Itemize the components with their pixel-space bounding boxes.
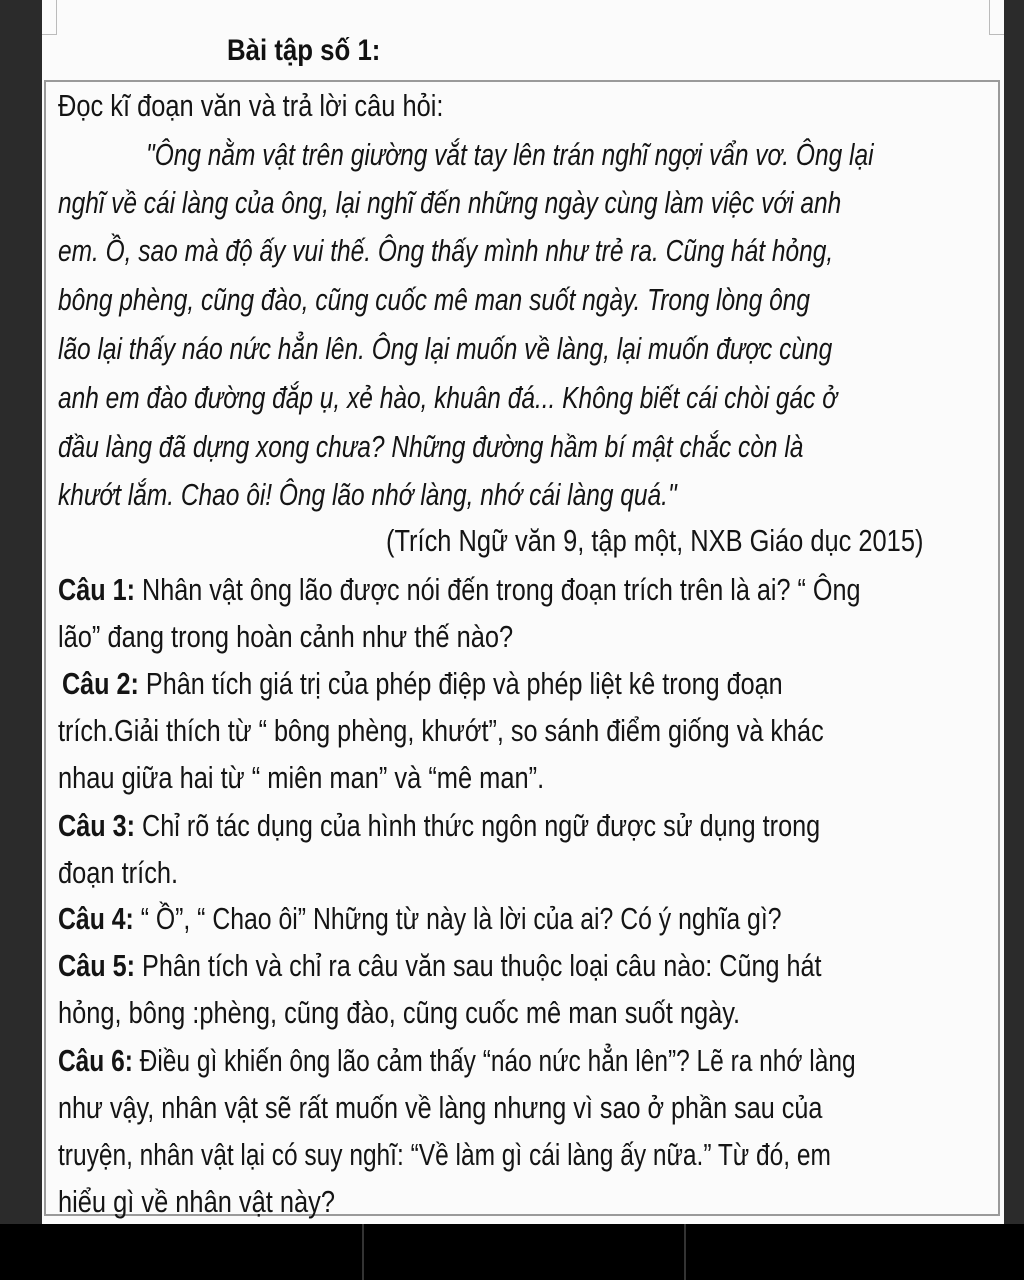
bar-divider: [684, 1224, 686, 1280]
question-4: [58, 901, 782, 937]
exercise-box: [44, 80, 1000, 1219]
question-6-continued: truyện, nhân vật lại có suy nghĩ: “Về làm gì cái làng ấy nữa.” Từ đó, em: [58, 1137, 831, 1172]
question-label: Câu 2:: [62, 666, 139, 701]
question-label: Câu 1:: [58, 572, 136, 607]
instruction-text: Đọc kĩ đoạn văn và trả lời câu hỏi:: [58, 88, 444, 123]
bar-divider: [362, 1224, 364, 1280]
question-2-continued: nhau giữa hai từ “ miên man” và “mê man”.: [58, 760, 545, 795]
question-6: [58, 1043, 856, 1079]
passage-line: em. Ồ, sao mà độ ấy vui thế. Ông thấy mình như trẻ ra. Cũng hát hỏng,: [58, 233, 834, 268]
question-1-continued: lão” đang trong hoàn cảnh như thế nào?: [58, 619, 514, 654]
question-text: Phân tích giá trị của phép điệp và phép liệt kê trong đoạn: [138, 666, 783, 701]
question-3-continued: đoạn trích.: [58, 855, 179, 890]
question-5-continued: hỏng, bông :phèng, cũng đào, cũng cuốc mê man suốt ngày.: [58, 995, 741, 1030]
passage-line: anh em đào đường đắp ụ, xẻ hào, khuân đá... Không biết cái chòi gác ở: [58, 380, 838, 415]
exercise-title: Bài tập số 1:: [227, 34, 381, 67]
margin-corner-mark-left: [42, 0, 57, 35]
passage-line: nghĩ về cái làng của ông, lại nghĩ đến những ngày cùng làm việc với anh: [58, 185, 842, 220]
question-label: Câu 3:: [58, 808, 136, 843]
question-1: [58, 572, 861, 608]
bottom-black-bar: [0, 1224, 1024, 1280]
question-text: Nhân vật ông lão được nói đến trong đoạn trích trên là ai? “ Ông: [135, 572, 861, 607]
question-6-continued: hiểu gì về nhân vật này?: [58, 1184, 336, 1219]
question-6-continued: như vậy, nhân vật sẽ rất muốn về làng nhưng vì sao ở phần sau của: [58, 1090, 823, 1125]
question-text: “ Ồ”, “ Chao ôi” Những từ này là lời của ai? Có ý nghĩa gì?: [133, 901, 782, 936]
passage-line: bông phèng, cũng đào, cũng cuốc mê man suốt ngày. Trong lòng ông: [58, 282, 811, 317]
question-label: Câu 6:: [58, 1043, 133, 1078]
passage-line: lão lại thấy náo nức hẳn lên. Ông lại muốn về làng, lại muốn được cùng: [58, 331, 833, 366]
question-text: Phân tích và chỉ ra câu văn sau thuộc loại câu nào: Cũng hát: [135, 948, 822, 983]
question-3: [58, 808, 820, 844]
passage-line: "Ông nằm vật trên giường vắt tay lên trán nghĩ ngợi vẩn vơ. Ông lại: [146, 137, 874, 172]
passage-line: khướt lắm. Chao ôi! Ông lão nhớ làng, nhớ cái làng quá.": [58, 477, 677, 512]
question-label: Câu 4:: [58, 901, 134, 936]
question-5: [58, 948, 822, 984]
passage-line: đầu làng đã dựng xong chưa? Những đường hầm bí mật chắc còn là: [58, 429, 804, 464]
question-2-continued: trích.Giải thích từ “ bông phèng, khướt”, so sánh điểm giống và khác: [58, 713, 824, 748]
document-page: [42, 0, 1004, 1224]
question-2: [62, 666, 783, 702]
question-label: Câu 5:: [58, 948, 136, 983]
margin-corner-mark-right: [989, 0, 1004, 35]
question-text: Điều gì khiến ông lão cảm thấy “náo nức hẳn lên”? Lẽ ra nhớ làng: [132, 1043, 856, 1078]
question-text: Chỉ rõ tác dụng của hình thức ngôn ngữ được sử dụng trong: [135, 808, 821, 843]
source-citation: (Trích Ngữ văn 9, tập một, NXB Giáo dục 2015): [386, 523, 924, 558]
